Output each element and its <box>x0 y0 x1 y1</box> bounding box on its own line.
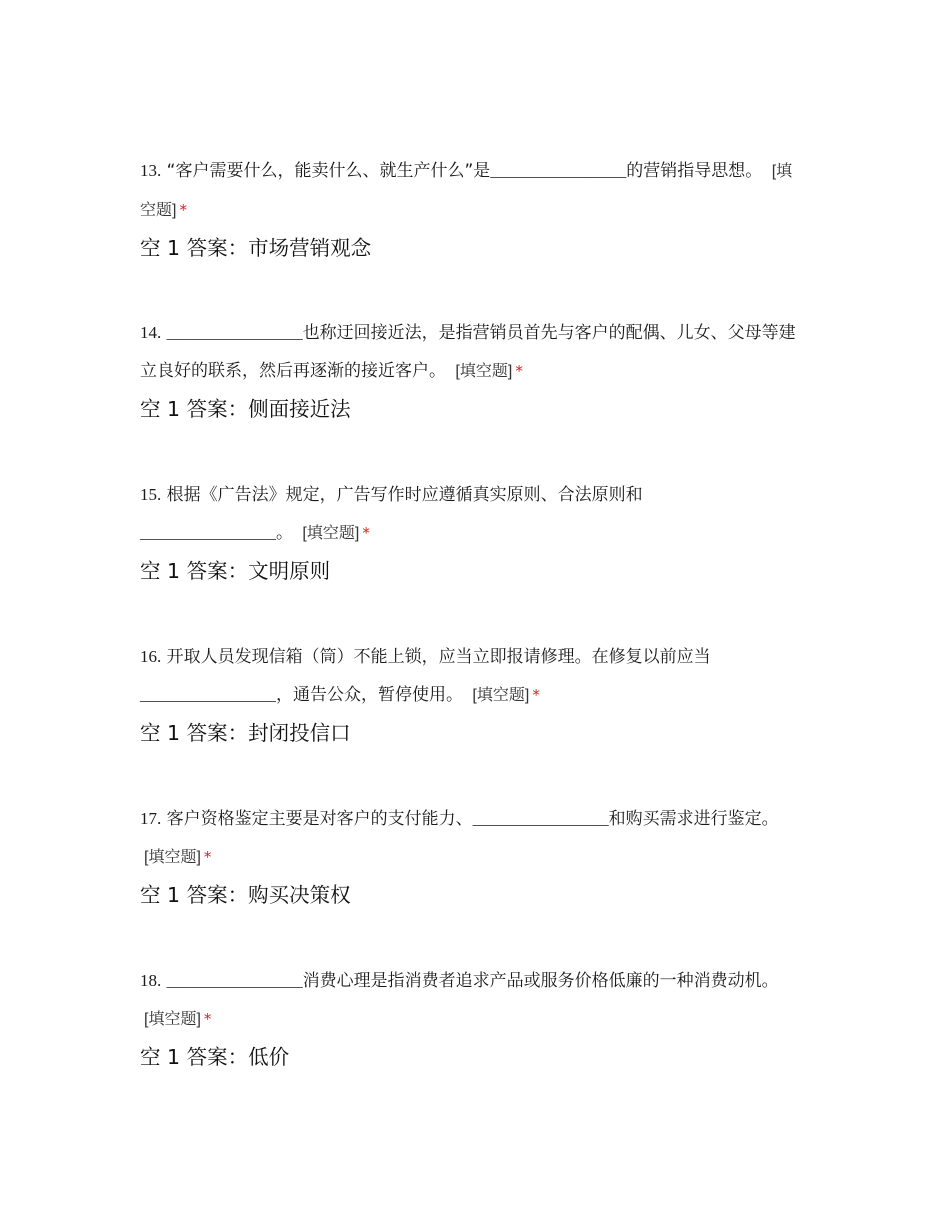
question-18 <box>140 962 804 1124</box>
answer-label: 空 1 答案： <box>140 1045 249 1069</box>
question-text-before: “客户需要什么，能卖什么、就生产什么”是 <box>166 161 491 181</box>
answer-value: 侧面接近法 <box>248 397 351 421</box>
question-text <box>140 962 804 1039</box>
fill-blank: ________________ <box>472 809 609 828</box>
question-text-before: 根据《广告法》规定，广告写作时应遵循真实原则、合法原则和 <box>166 485 643 505</box>
question-type-label: [填空题] <box>140 163 793 219</box>
question-number: 17. <box>140 809 162 828</box>
required-asterisk-icon: * <box>179 201 187 219</box>
required-asterisk-icon: * <box>203 848 212 866</box>
answer-label: 空 1 答案： <box>140 236 249 260</box>
answer-label: 空 1 答案： <box>140 559 249 583</box>
question-text-before: 开取人员发现信箱（筒）不能上锁，应当立即报请修理。在修复以前应当 <box>166 647 711 667</box>
question-number: 16. <box>140 647 162 666</box>
question-16 <box>140 638 804 800</box>
fill-blank: ________________ <box>140 685 276 704</box>
question-text <box>140 800 804 877</box>
question-15 <box>140 476 804 638</box>
question-number: 13. <box>140 161 162 180</box>
required-asterisk-icon: * <box>362 524 370 542</box>
question-text-after: 的营销指导思想。 <box>626 161 763 181</box>
fill-blank: ________________ <box>490 161 627 180</box>
answer-label: 空 1 答案： <box>140 397 249 421</box>
required-asterisk-icon: * <box>532 686 540 704</box>
survey-answer-sheet <box>140 152 804 1124</box>
fill-blank: ________________ <box>166 971 303 990</box>
answer-label: 空 1 答案： <box>140 883 249 907</box>
answer-line <box>140 715 804 751</box>
question-text-after: 和购买需求进行鉴定。 <box>608 809 779 829</box>
question-14 <box>140 314 804 476</box>
question-type-label: [填空题] <box>144 1011 201 1028</box>
answer-line <box>140 877 804 913</box>
question-type-label: [填空题] <box>455 363 513 380</box>
answer-line <box>140 391 804 427</box>
question-number: 15. <box>140 485 162 504</box>
answer-value: 封闭投信口 <box>248 721 351 745</box>
answer-value: 文明原则 <box>248 559 331 583</box>
required-asterisk-icon: * <box>203 1010 212 1028</box>
question-13 <box>140 152 804 314</box>
answer-label: 空 1 答案： <box>140 721 249 745</box>
required-asterisk-icon: * <box>515 362 523 380</box>
question-text <box>140 152 804 230</box>
question-type-label: [填空题] <box>302 525 360 542</box>
question-text-before: 客户资格鉴定主要是对客户的支付能力、 <box>166 809 473 829</box>
answer-value: 市场营销观念 <box>248 236 372 260</box>
question-text-after: 也称迂回接近法，是指营销员首先与客户的配偶、儿女、父母等建立良好的联系，然后再逐渐的接近客户。 <box>140 323 796 381</box>
answer-line <box>140 553 804 589</box>
question-type-label: [填空题] <box>472 687 530 704</box>
answer-line <box>140 230 804 266</box>
question-17 <box>140 800 804 962</box>
answer-value: 低价 <box>248 1045 290 1069</box>
question-text-after: 消费心理是指消费者追求产品或服务价格低廉的一种消费动机。 <box>302 971 779 991</box>
fill-blank: ________________ <box>140 523 276 542</box>
question-text <box>140 314 804 391</box>
question-text <box>140 476 804 553</box>
question-text <box>140 638 804 715</box>
fill-blank: ________________ <box>166 323 303 342</box>
question-text-after: 。 <box>276 523 293 543</box>
question-number: 18. <box>140 971 162 990</box>
answer-line <box>140 1039 804 1075</box>
answer-value: 购买决策权 <box>248 883 351 907</box>
question-number: 14. <box>140 323 162 342</box>
question-text-after: ，通告公众，暂停使用。 <box>276 685 463 705</box>
question-type-label: [填空题] <box>144 849 201 866</box>
